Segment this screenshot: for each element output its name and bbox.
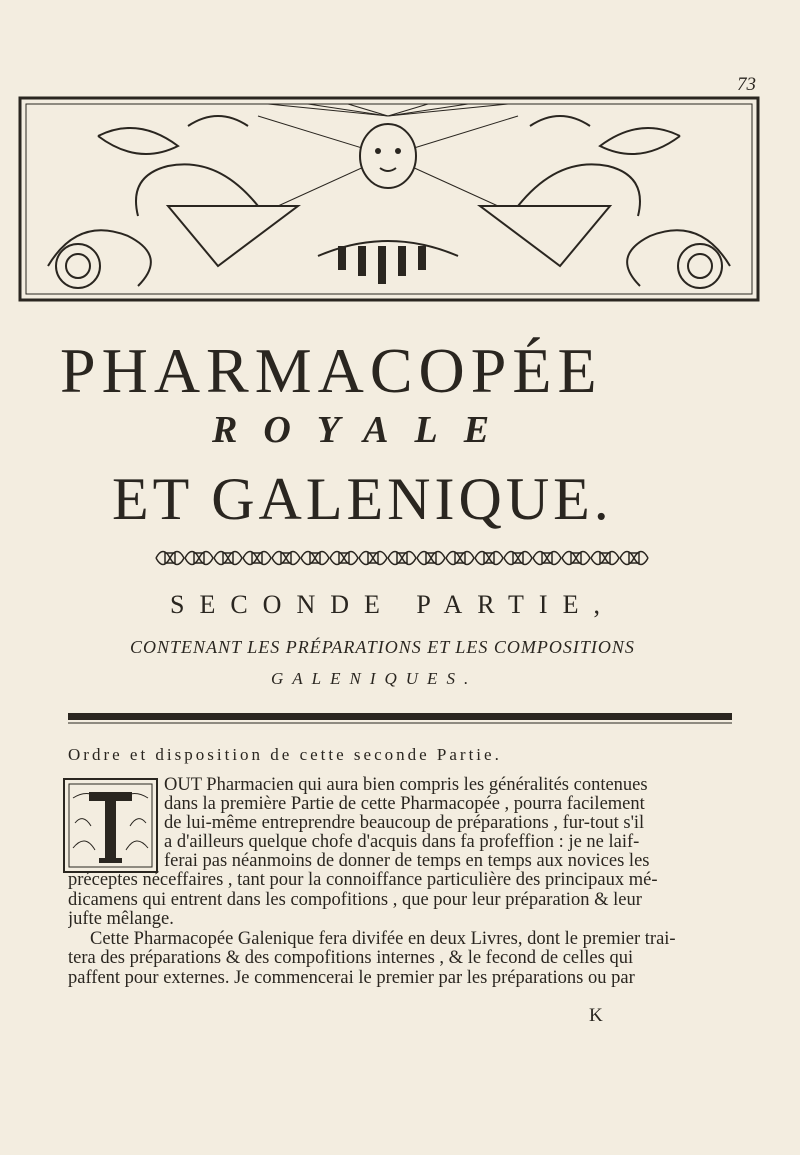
decorative-rule-icon [68, 713, 732, 725]
title-line-3: ET GALENIQUE. [112, 466, 613, 532]
text-line: a d'ailleurs quelque chofe d'acquis dans fa profeffion : je ne laif- [164, 833, 640, 852]
text-line: dans la première Partie de cette Pharmacopée , pourra facilement [164, 795, 645, 814]
text-line: dicamens qui entrent dans les compofitions , que pour leur préparation & leur [68, 890, 642, 910]
text-line: tera des préparations & des compofitions internes , & le fecond de celles qui [68, 949, 634, 968]
signature-mark: K [589, 1005, 603, 1026]
text-line: paffent pour externes. Je commencerai le premier par les préparations ou par [68, 968, 635, 988]
ornamental-band-icon [152, 543, 650, 573]
subtitle-line-2: GALENIQUES. [271, 669, 478, 688]
text-line: préceptes néceffaires , tant pour la connoiffance particulière des principaux mé- [68, 871, 658, 890]
subtitle-line-1: CONTENANT LES PRÉPARATIONS ET LES COMPOSITIONS [130, 637, 635, 657]
page-number: 73 [737, 74, 756, 95]
title-line-2: ROYALE [212, 409, 516, 451]
paragraph-body [68, 871, 748, 988]
text-line: Cette Pharmacopée Galenique fera divifée en deux Livres, dont le premier trai- [90, 929, 676, 949]
part-heading: SECONDE PARTIE, [170, 590, 615, 619]
text-line: de lui-même entreprendre beaucoup de préparations , fur-tout s'il [164, 814, 645, 833]
decorated-initial-icon [63, 778, 158, 873]
text-line: jufte mêlange. [68, 910, 174, 929]
ornamental-headpiece-icon [18, 96, 760, 302]
text-line: OUT Pharmacien qui aura bien compris les généralités contenues [164, 776, 648, 795]
text-line: ferai pas néanmoins de donner de temps en temps aux novices les [164, 852, 650, 871]
paragraph-1-narrow [164, 776, 748, 871]
title-line-1: PHARMACOPÉE [60, 335, 603, 406]
section-heading: Ordre et disposition de cette seconde Partie. [68, 745, 502, 764]
